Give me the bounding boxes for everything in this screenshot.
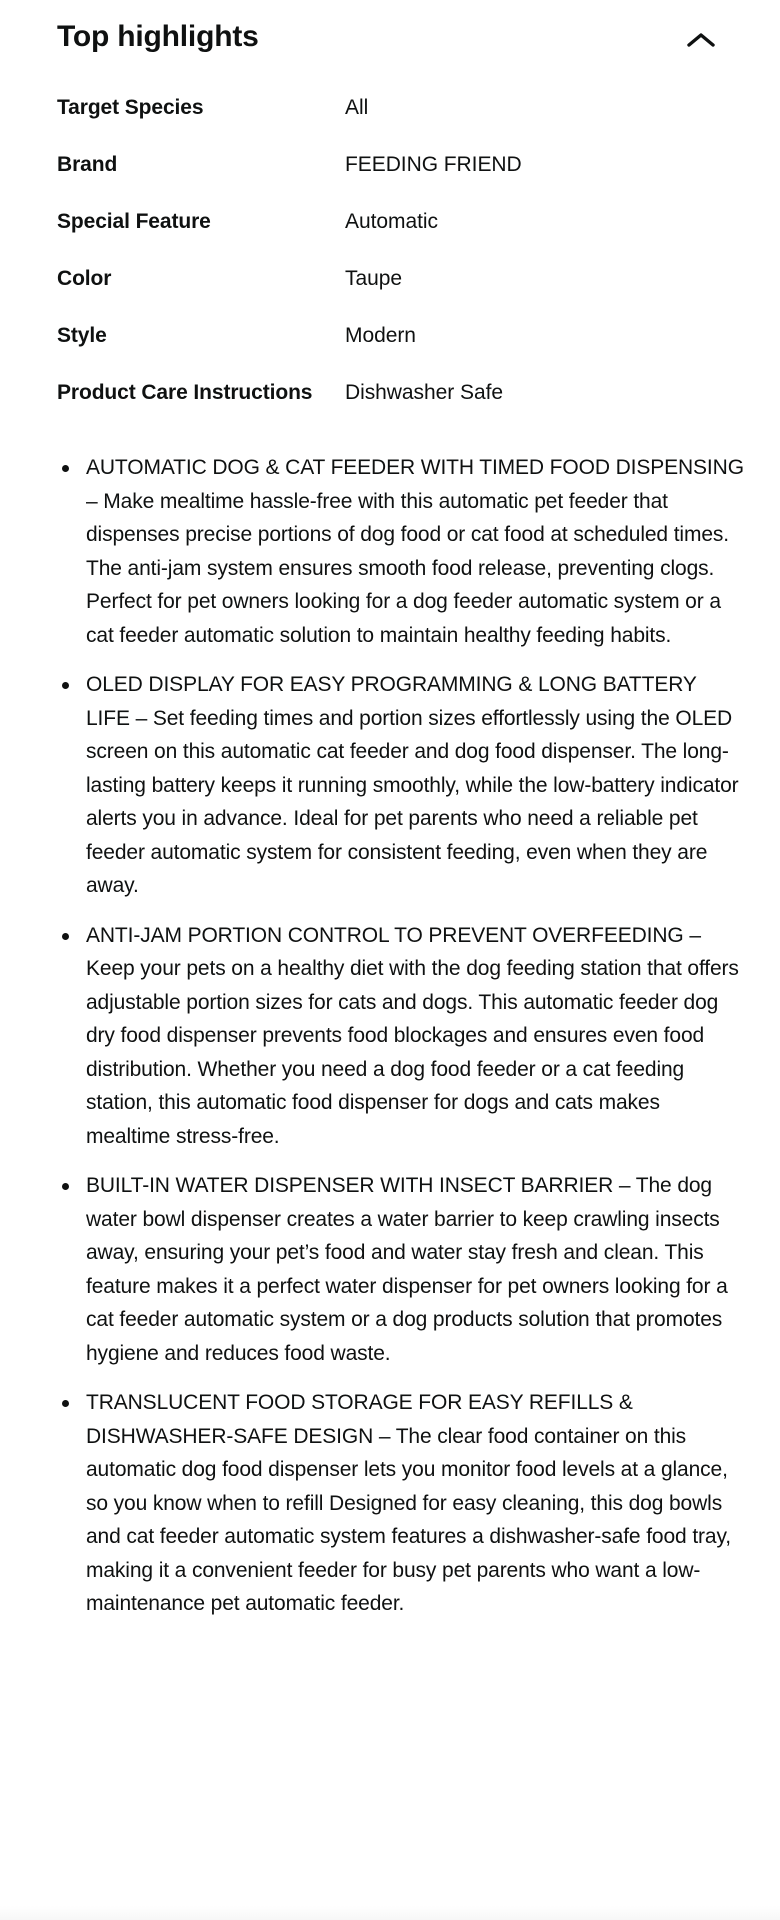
list-item (57, 1169, 744, 1370)
attribute-label: Style (57, 324, 107, 347)
attribute-label: Color (57, 267, 112, 290)
feature-text: BUILT-IN WATER DISPENSER WITH INSECT BARRIER – The dog water bowl dispenser creates a water barrier to keep crawling insects away, ensuring your pet’s food and water stay fresh and clean. This feature makes it a perfect water dispenser for pet owners looking for a cat feeder automatic system or a dog products solution that promotes hygiene and reduces food waste. (86, 1174, 728, 1365)
attribute-label: Special Feature (57, 210, 211, 233)
feature-text: TRANSLUCENT FOOD STORAGE FOR EASY REFILLS & DISHWASHER-SAFE DESIGN – The clear food container on this automatic dog food dispenser lets you monitor food levels at a glance, so you know when to refill Designed for easy cleaning, this dog bowls and cat feeder automatic system features a dishwasher-safe food tray, making it a convenient feeder for busy pet parents who want a low-maintenance pet automatic feeder. (86, 1391, 731, 1615)
table-row (57, 208, 740, 236)
table-row (57, 151, 740, 179)
attribute-value: Modern (345, 324, 416, 347)
attribute-value: Automatic (345, 210, 438, 233)
table-row (57, 265, 740, 293)
table-row (57, 94, 740, 122)
top-highlights-header[interactable] (0, 0, 780, 60)
list-item (57, 668, 744, 903)
list-item (57, 1386, 744, 1621)
attribute-value: Taupe (345, 267, 402, 290)
list-item (57, 919, 744, 1154)
feature-text: OLED DISPLAY FOR EASY PROGRAMMING & LONG BATTERY LIFE – Set feeding times and portion sizes effortlessly using the OLED screen on this automatic cat feeder and dog food dispenser. The long-lasting battery keeps it running smoothly, while the low-battery indicator alerts you in advance. Ideal for pet parents who need a reliable pet feeder automatic system for consistent feeding, even when they are away. (86, 673, 739, 897)
table-row (57, 322, 740, 350)
bullet-icon (62, 682, 69, 689)
attribute-value: Dishwasher Safe (345, 381, 503, 404)
product-feature-list (0, 407, 780, 1661)
table-row (57, 379, 740, 407)
bullet-icon (62, 1183, 69, 1190)
product-attributes-table (0, 60, 780, 407)
chevron-up-icon (686, 30, 716, 50)
attribute-label: Product Care Instructions (57, 381, 313, 404)
bottom-divider (0, 1906, 780, 1920)
attribute-value: FEEDING FRIEND (345, 153, 522, 176)
attribute-label: Target Species (57, 96, 204, 119)
feature-text: ANTI-JAM PORTION CONTROL TO PREVENT OVERFEEDING – Keep your pets on a healthy diet with the dog feeding station that offers adjustable portion sizes for cats and dogs. This automatic feeder dog dry food dispenser prevents food blockages and ensures even food distribution. Whether you need a dog food feeder or a cat feeding station, this automatic food dispenser for dogs and cats makes mealtime stress-free. (86, 923, 739, 1148)
collapse-section-button[interactable] (674, 20, 728, 60)
bullet-icon (62, 465, 69, 472)
attribute-value: All (345, 96, 369, 119)
feature-text: AUTOMATIC DOG & CAT FEEDER WITH TIMED FOOD DISPENSING – Make mealtime hassle-free with this automatic pet feeder that dispenses precise portions of dog food or cat food at scheduled times. The anti-jam system ensures smooth food release, preventing clogs. Perfect for pet owners looking for a dog feeder automatic system or a cat feeder automatic solution to maintain healthy feeding habits. (86, 456, 744, 647)
bullet-icon (62, 933, 69, 940)
attribute-label: Brand (57, 153, 118, 176)
bullet-icon (62, 1400, 69, 1407)
page-title: Top highlights (57, 20, 259, 53)
list-item (57, 451, 744, 652)
